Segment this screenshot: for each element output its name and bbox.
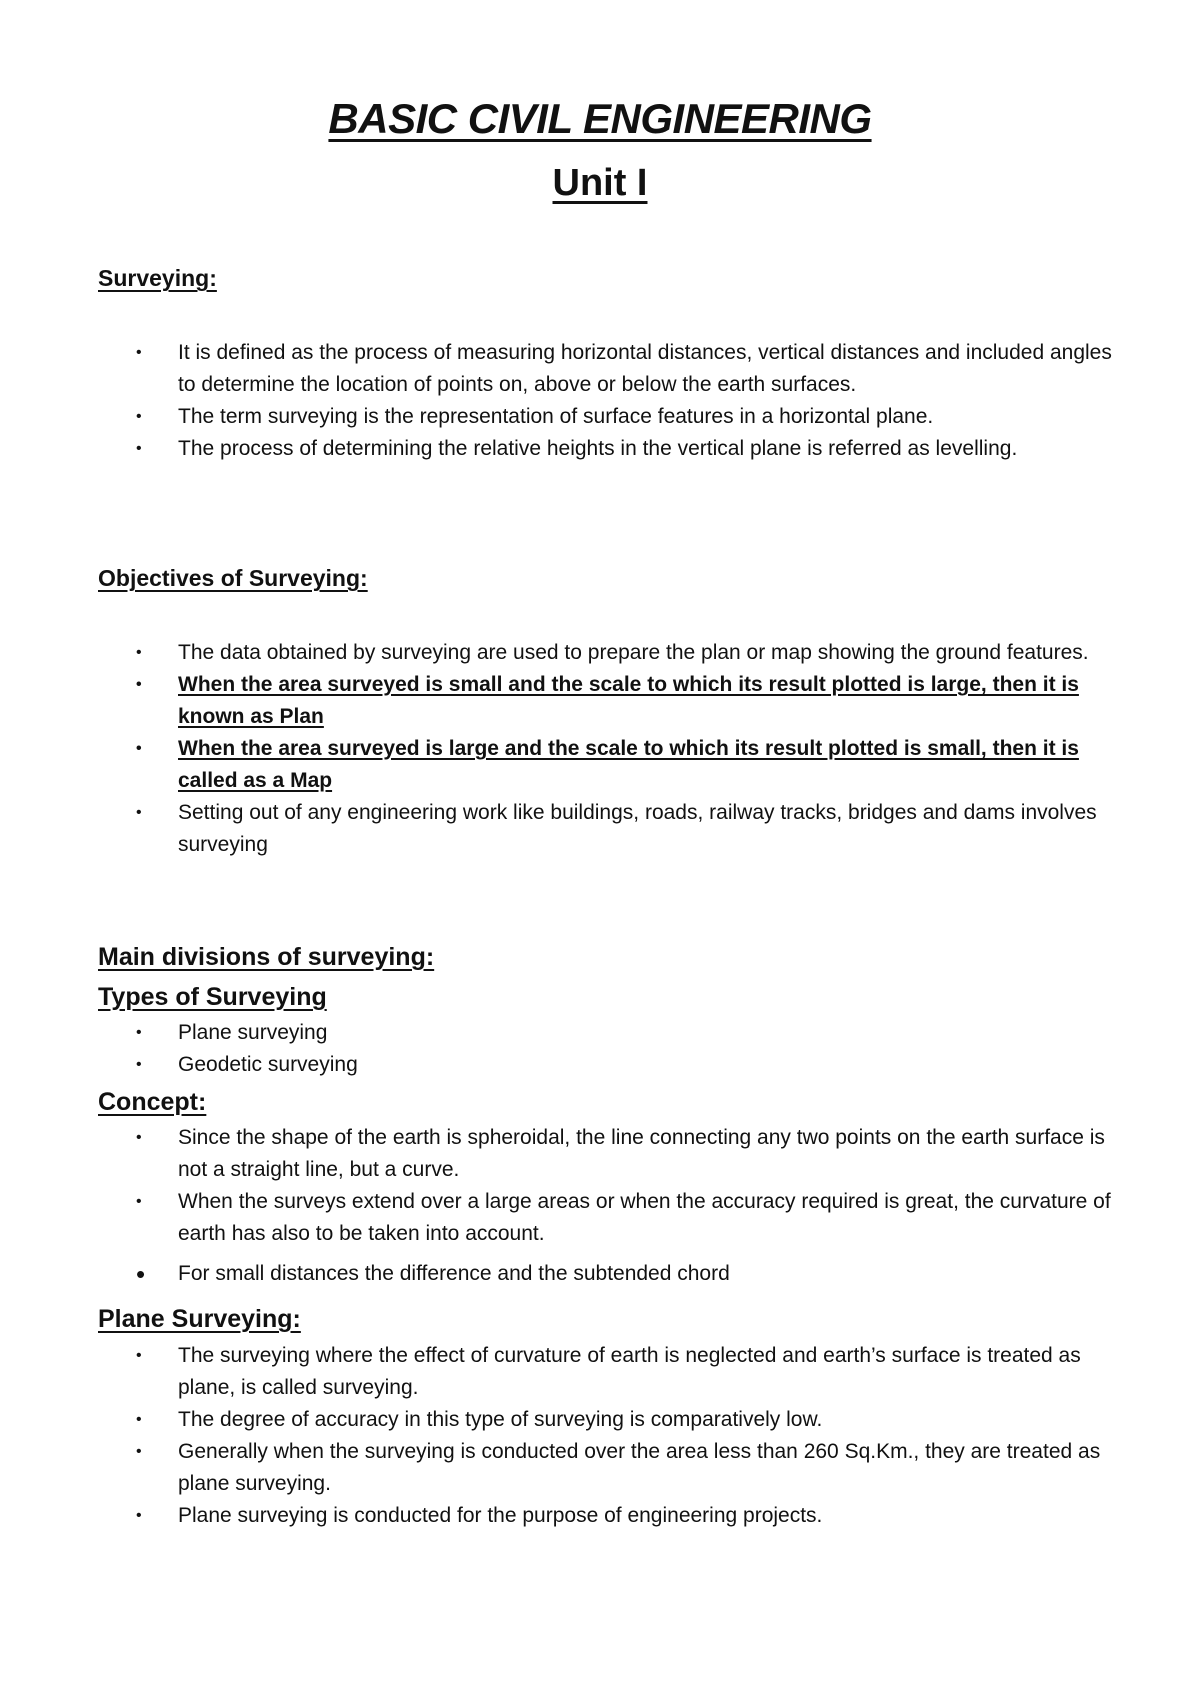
bullet-icon: • — [136, 1193, 142, 1210]
unit-title: Unit I — [552, 162, 648, 204]
list-item: • Plane surveying is conducted for the purpose of engineering projects. — [0, 1500, 1128, 1532]
types-bullet-list — [0, 1017, 1200, 1081]
section-heading-concept: Concept: — [98, 1088, 207, 1116]
concept-bullet-list — [0, 1122, 1200, 1290]
section-heading-types: Types of Surveying — [98, 983, 327, 1011]
surveying-bullet-list — [0, 337, 1200, 465]
list-item: • When the area surveyed is small and the scale to which its result plotted is large, then it is known as Plan — [0, 669, 1128, 733]
bullet-icon: • — [136, 344, 142, 361]
bullet-icon: • — [136, 1024, 142, 1041]
section-heading-plane-surveying: Plane Surveying: — [98, 1305, 301, 1333]
bullet-icon: • — [136, 1411, 142, 1428]
bullet-icon: • — [136, 440, 142, 457]
document-title: BASIC CIVIL ENGINEERING — [328, 95, 872, 142]
section-heading-surveying: Surveying: — [98, 265, 217, 291]
bullet-icon: • — [136, 1259, 146, 1289]
objectives-bullet-list — [0, 637, 1200, 861]
list-item: • Geodetic surveying — [0, 1049, 1128, 1081]
bullet-icon: • — [136, 740, 142, 757]
list-item: • The process of determining the relative heights in the vertical plane is referred as levelling. — [0, 433, 1128, 465]
list-item: • The surveying where the effect of curvature of earth is neglected and earth’s surface is treated as plane, is called surveying. — [0, 1340, 1128, 1404]
list-item: • When the area surveyed is large and the scale to which its result plotted is small, then it is called as a Map — [0, 733, 1128, 797]
plane-surveying-bullet-list — [0, 1340, 1200, 1532]
bullet-icon: • — [136, 1347, 142, 1364]
list-item: • Plane surveying — [0, 1017, 1128, 1049]
bullet-icon: • — [136, 676, 142, 693]
bullet-icon: • — [136, 1507, 142, 1524]
bullet-icon: • — [136, 1056, 142, 1073]
section-heading-objectives: Objectives of Surveying: — [98, 565, 368, 591]
list-item: • Since the shape of the earth is spheroidal, the line connecting any two points on the earth surface is not a straight line, but a curve. — [0, 1122, 1128, 1186]
list-item: • The term surveying is the representation of surface features in a horizontal plane. — [0, 401, 1128, 433]
list-item: • The data obtained by surveying are used to prepare the plan or map showing the ground features. — [0, 637, 1128, 669]
list-item: • Generally when the surveying is conducted over the area less than 260 Sq.Km., they are treated as plane surveying. — [0, 1436, 1128, 1500]
list-item: • For small distances the difference and the subtended chord — [136, 1259, 730, 1289]
list-item: • It is defined as the process of measuring horizontal distances, vertical distances and included angles to determine the location of points on, above or below the earth surfaces. — [0, 337, 1128, 401]
bullet-icon: • — [136, 804, 142, 821]
bullet-icon: • — [136, 1443, 142, 1460]
bullet-icon: • — [136, 1129, 142, 1146]
bullet-icon: • — [136, 408, 142, 425]
bullet-icon: • — [136, 644, 142, 661]
section-heading-main-divisions: Main divisions of surveying: — [98, 943, 435, 971]
list-item: • When the surveys extend over a large areas or when the accuracy required is great, the curvature of earth has also to be taken into account. — [0, 1186, 1128, 1250]
list-item: • Setting out of any engineering work like buildings, roads, railway tracks, bridges and dams involves surveying — [0, 797, 1128, 861]
list-item: • The degree of accuracy in this type of surveying is comparatively low. — [0, 1404, 1128, 1436]
